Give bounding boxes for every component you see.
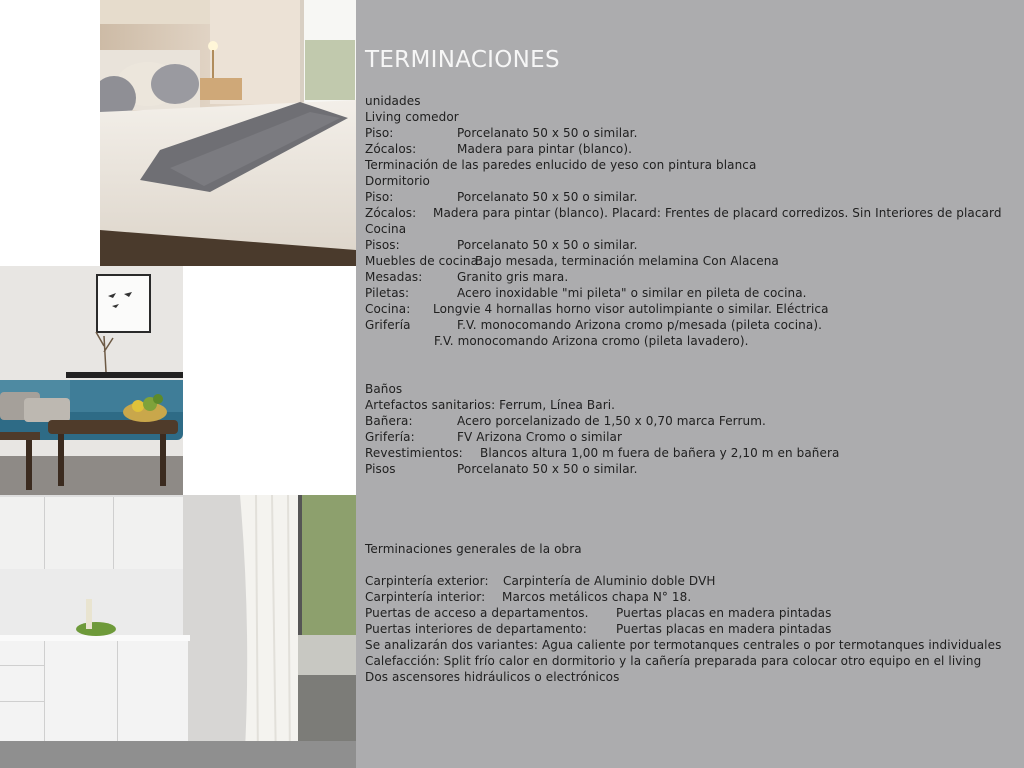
page-title: TERMINACIONES bbox=[365, 47, 560, 73]
finish-value: Blancos altura 1,00 m fuera de bañera y 2,10 m en bañera bbox=[480, 446, 840, 460]
finish-line bbox=[365, 637, 1001, 653]
living-room-photo bbox=[0, 266, 183, 495]
finish-line bbox=[365, 157, 756, 173]
finish-value: F.V. monocomando Arizona cromo (pileta lavadero). bbox=[434, 334, 749, 348]
finish-line bbox=[365, 653, 981, 669]
finish-line bbox=[365, 269, 569, 285]
finish-label: Living comedor bbox=[365, 110, 459, 124]
finish-line bbox=[365, 621, 832, 637]
finish-label: Calefacción: Split frío calor en dormitorio y la cañería preparada para colocar otro equipo en el living bbox=[365, 654, 982, 668]
finish-value: Porcelanato 50 x 50 o similar. bbox=[457, 462, 638, 476]
finish-label: Puertas de acceso a departamentos. bbox=[365, 606, 589, 620]
finish-line bbox=[365, 173, 430, 189]
finish-line bbox=[365, 669, 619, 685]
finish-value: Madera para pintar (blanco). Placard: Frentes de placard corredizos. Sin Interiores de placard bbox=[433, 206, 1002, 220]
finish-label: Artefactos sanitarios: Ferrum, Línea Bari. bbox=[365, 398, 616, 412]
finish-line bbox=[365, 413, 766, 429]
finish-line bbox=[365, 461, 638, 477]
finish-value: Porcelanato 50 x 50 o similar. bbox=[457, 190, 638, 204]
finish-label: Muebles de cocina: bbox=[365, 254, 483, 268]
finish-line bbox=[365, 397, 615, 413]
finish-label: Zócalos: bbox=[365, 142, 417, 156]
kitchen-photo bbox=[0, 495, 356, 768]
finish-label: Piso: bbox=[365, 190, 394, 204]
finish-label: Pisos bbox=[365, 462, 396, 476]
finish-label: Carpintería interior: bbox=[365, 590, 486, 604]
finish-value: FV Arizona Cromo o similar bbox=[457, 430, 623, 444]
finish-label: Grifería: bbox=[365, 430, 415, 444]
finish-value: Granito gris mara. bbox=[457, 270, 569, 284]
finish-label: unidades bbox=[365, 94, 421, 108]
finish-value: Marcos metálicos chapa N° 18. bbox=[502, 590, 692, 604]
finish-value: Puertas placas en madera pintadas bbox=[616, 622, 832, 636]
finish-value: Longvie 4 hornallas horno visor autolimpiante o similar. Eléctrica bbox=[433, 302, 829, 316]
finish-value: F.V. monocomando Arizona cromo p/mesada (pileta cocina). bbox=[457, 318, 823, 332]
finish-line bbox=[365, 573, 716, 589]
finish-line bbox=[365, 301, 829, 317]
finish-label: Piletas: bbox=[365, 286, 410, 300]
finish-line bbox=[365, 589, 692, 605]
finish-line bbox=[365, 445, 840, 461]
finish-value: Acero porcelanizado de 1,50 x 0,70 marca Ferrum. bbox=[457, 414, 766, 428]
finish-label: Puertas interiores de departamento: bbox=[365, 622, 587, 636]
finish-label: Terminaciones generales de la obra bbox=[365, 542, 582, 556]
finish-line bbox=[365, 605, 832, 621]
finish-value: Acero inoxidable "mi pileta" o similar en pileta de cocina. bbox=[457, 286, 807, 300]
finish-label: Pisos: bbox=[365, 238, 400, 252]
finish-line bbox=[365, 125, 638, 141]
finish-label: Zócalos: bbox=[365, 206, 417, 220]
bedroom-photo bbox=[100, 0, 356, 266]
finish-label: Se analizarán dos variantes: Agua caliente por termotanques centrales o por termotanques individuales bbox=[365, 638, 1002, 652]
finish-label: Mesadas: bbox=[365, 270, 423, 284]
finish-line bbox=[365, 381, 402, 397]
finish-line bbox=[365, 237, 638, 253]
finish-label: Revestimientos: bbox=[365, 446, 463, 460]
finish-label: Dos ascensores hidráulicos o electrónicos bbox=[365, 670, 620, 684]
finish-line bbox=[365, 221, 406, 237]
finish-line bbox=[365, 285, 807, 301]
finish-line bbox=[365, 93, 421, 109]
finish-value: Carpintería de Aluminio doble DVH bbox=[503, 574, 716, 588]
finish-label: Piso: bbox=[365, 126, 394, 140]
finish-line bbox=[365, 253, 779, 269]
finish-line bbox=[365, 189, 638, 205]
finish-label: Dormitorio bbox=[365, 174, 430, 188]
finish-label: Bañera: bbox=[365, 414, 413, 428]
finish-label: Cocina bbox=[365, 222, 407, 236]
finish-label: Grifería bbox=[365, 318, 411, 332]
finish-label: Baños bbox=[365, 382, 403, 396]
finish-value: Bajo mesada, terminación melamina Con Alacena bbox=[475, 254, 779, 268]
finish-line bbox=[365, 109, 459, 125]
finish-value: Porcelanato 50 x 50 o similar. bbox=[457, 126, 638, 140]
finish-line bbox=[365, 429, 623, 445]
finish-line bbox=[365, 141, 633, 157]
finish-value: Puertas placas en madera pintadas bbox=[616, 606, 832, 620]
finish-line bbox=[365, 205, 1002, 221]
finish-value: Porcelanato 50 x 50 o similar. bbox=[457, 238, 638, 252]
finish-line bbox=[365, 317, 823, 333]
finish-label: Cocina: bbox=[365, 302, 411, 316]
finish-label: Carpintería exterior: bbox=[365, 574, 489, 588]
finish-label: Terminación de las paredes enlucido de yeso con pintura blanca bbox=[365, 158, 757, 172]
finish-line bbox=[365, 541, 582, 557]
finish-value: Madera para pintar (blanco). bbox=[457, 142, 633, 156]
terminaciones-panel bbox=[356, 0, 1024, 768]
finish-line bbox=[434, 333, 749, 349]
